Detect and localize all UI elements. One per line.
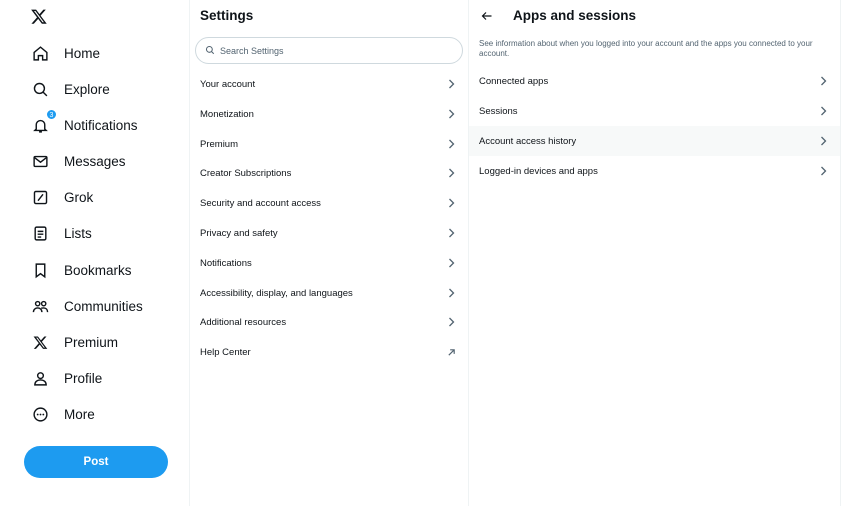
settings-item-label: Creator Subscriptions xyxy=(200,167,292,179)
settings-item-help-center[interactable] xyxy=(190,337,468,367)
chevron-right-icon xyxy=(446,139,456,149)
search-icon xyxy=(30,79,50,99)
post-button[interactable]: Post xyxy=(24,446,168,478)
apps-item-label: Account access history xyxy=(479,135,577,147)
settings-panel xyxy=(190,0,468,506)
apps-item-account-access-history[interactable] xyxy=(469,126,840,156)
nav-label-profile: Profile xyxy=(64,370,103,386)
nav-item-premium[interactable] xyxy=(20,325,128,359)
x-logo-icon xyxy=(30,332,50,352)
settings-search-input[interactable] xyxy=(220,46,450,56)
chevron-right-icon xyxy=(446,109,456,119)
nav-label-bookmarks: Bookmarks xyxy=(64,262,132,278)
nav-item-more[interactable] xyxy=(20,397,105,431)
divider xyxy=(840,0,841,506)
nav-item-grok[interactable] xyxy=(20,180,103,214)
bookmark-icon xyxy=(30,260,50,280)
list-icon xyxy=(30,223,50,243)
bell-icon xyxy=(30,112,54,135)
people-icon xyxy=(30,296,50,316)
apps-item-sessions[interactable] xyxy=(469,96,840,126)
search-icon xyxy=(205,42,215,60)
grok-icon xyxy=(30,187,50,207)
nav-label-notifications: Notifications xyxy=(64,117,138,133)
settings-item-label: Notifications xyxy=(200,257,252,269)
settings-item-label: Security and account access xyxy=(200,197,321,209)
nav-label-home: Home xyxy=(64,45,101,61)
chevron-right-icon xyxy=(446,198,456,208)
settings-item-notifications[interactable] xyxy=(190,248,468,278)
settings-item-label: Additional resources xyxy=(200,316,287,328)
person-icon xyxy=(30,368,50,388)
nav-label-communities: Communities xyxy=(64,298,143,314)
nav-label-premium: Premium xyxy=(64,334,119,350)
settings-item-additional-resources[interactable] xyxy=(190,307,468,337)
apps-sessions-panel xyxy=(469,0,840,506)
settings-item-accessibility[interactable] xyxy=(190,278,468,308)
nav-label-more: More xyxy=(64,406,95,422)
apps-item-connected-apps[interactable] xyxy=(469,66,840,96)
chevron-right-icon xyxy=(818,106,828,116)
x-logo-icon[interactable] xyxy=(28,5,50,27)
settings-item-security[interactable] xyxy=(190,188,468,218)
nav-item-bookmarks[interactable] xyxy=(20,253,142,287)
more-circle-icon xyxy=(30,404,50,424)
settings-item-creator-subscriptions[interactable] xyxy=(190,158,468,188)
apps-item-label: Connected apps xyxy=(479,75,549,87)
settings-item-label: Monetization xyxy=(200,108,254,120)
settings-item-label: Accessibility, display, and languages xyxy=(200,287,353,299)
home-icon xyxy=(30,43,50,63)
settings-item-privacy[interactable] xyxy=(190,218,468,248)
nav-item-explore[interactable] xyxy=(20,72,120,106)
settings-item-label: Privacy and safety xyxy=(200,227,278,239)
apps-sessions-title: Apps and sessions xyxy=(513,8,637,23)
nav-item-messages[interactable] xyxy=(20,144,136,178)
apps-item-label: Logged-in devices and apps xyxy=(479,165,598,177)
nav-label-explore: Explore xyxy=(64,81,110,97)
nav-item-communities[interactable] xyxy=(20,289,153,323)
nav-label-messages: Messages xyxy=(64,153,126,169)
apps-item-label: Sessions xyxy=(479,105,518,117)
envelope-icon xyxy=(30,151,50,171)
chevron-right-icon xyxy=(446,228,456,238)
chevron-right-icon xyxy=(446,317,456,327)
nav-item-home[interactable] xyxy=(20,36,110,70)
settings-item-monetization[interactable] xyxy=(190,99,468,129)
chevron-right-icon xyxy=(446,258,456,268)
chevron-right-icon xyxy=(818,76,828,86)
settings-item-label: Premium xyxy=(200,138,239,150)
settings-item-your-account[interactable] xyxy=(190,69,468,99)
chevron-right-icon xyxy=(446,168,456,178)
notification-count-badge: 3 xyxy=(46,109,57,120)
nav-label-lists: Lists xyxy=(64,225,92,241)
settings-title: Settings xyxy=(200,8,254,23)
settings-search-box[interactable] xyxy=(195,37,463,64)
chevron-right-icon xyxy=(446,288,456,298)
nav-label-grok: Grok xyxy=(64,189,94,205)
external-link-icon xyxy=(446,347,456,357)
settings-item-premium[interactable] xyxy=(190,129,468,159)
chevron-right-icon xyxy=(818,166,828,176)
settings-item-label: Help Center xyxy=(200,346,251,358)
back-arrow-icon[interactable] xyxy=(478,7,496,25)
apps-sessions-description: See information about when you logged into your account and the apps you connected to your account. xyxy=(479,39,813,58)
chevron-right-icon xyxy=(446,79,456,89)
left-navigation xyxy=(0,0,190,506)
nav-item-lists[interactable] xyxy=(20,216,102,250)
nav-item-profile[interactable] xyxy=(20,361,112,395)
chevron-right-icon xyxy=(818,136,828,146)
settings-item-label: Your account xyxy=(200,78,256,90)
nav-item-notifications[interactable] xyxy=(20,108,148,142)
apps-item-logged-in-devices[interactable] xyxy=(469,156,840,186)
